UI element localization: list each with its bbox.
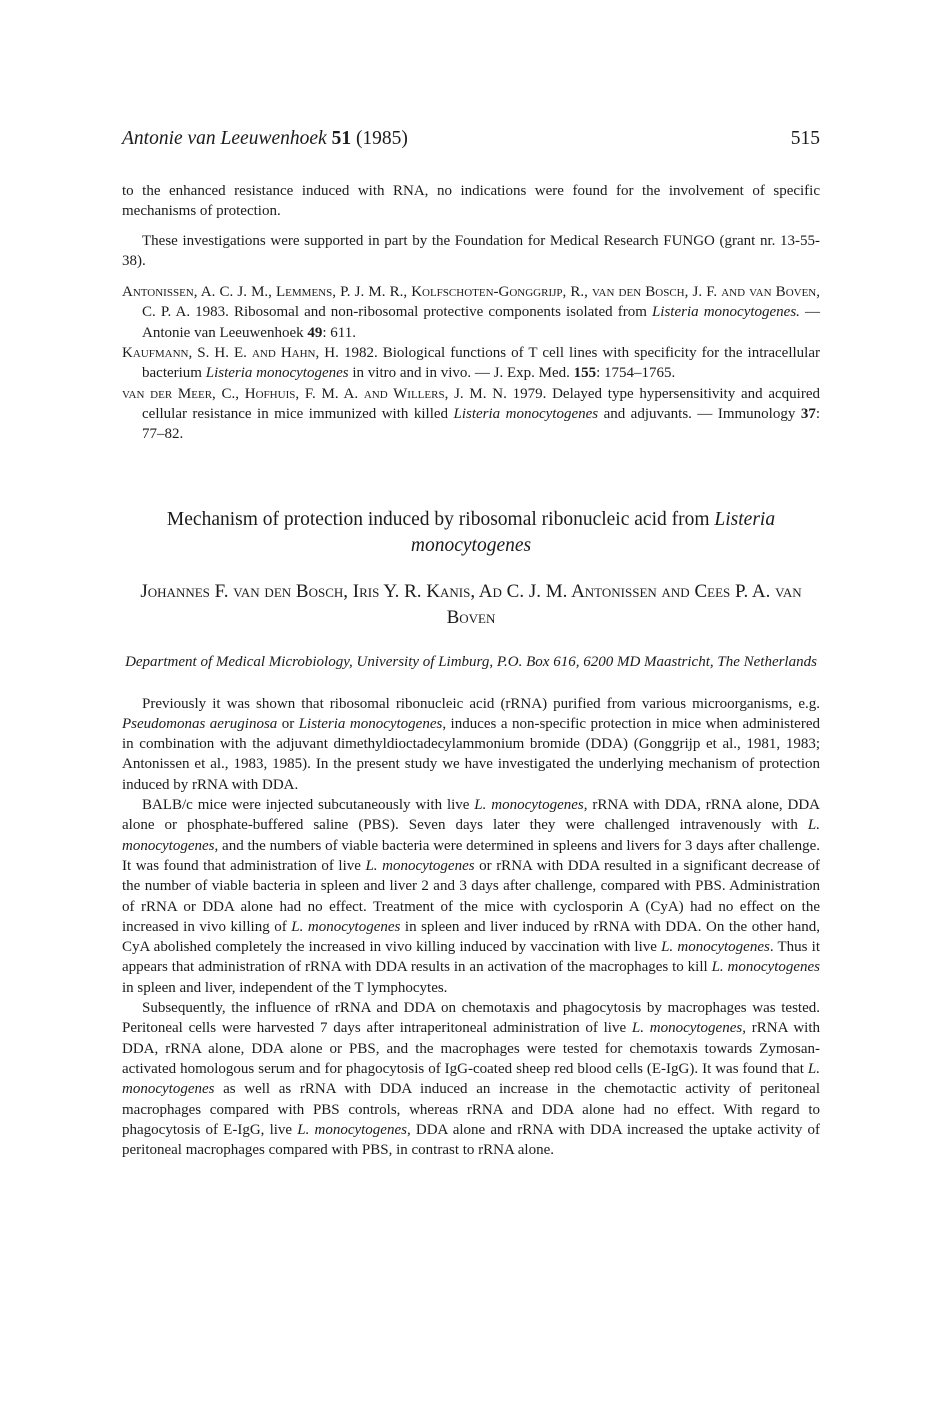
reference-pages: : 1754–1765. — [596, 365, 676, 382]
text-run: or — [277, 715, 299, 732]
reference-journal: — Immunology — [697, 405, 796, 422]
reference-title-end: in vitro and in vivo. — [352, 365, 472, 382]
reference-authors: Kaufmann, S. H. E. and Hahn, H. — [122, 345, 339, 362]
text-run: Previously it was shown that ribosomal ribonucleic acid (rRNA) purified from various microorganisms, e.g. — [142, 695, 820, 712]
reference-title: Ribosomal and non-ribosomal protective components isolated from — [234, 304, 647, 321]
reference-journal: — J. Exp. Med. — [474, 365, 570, 382]
reference-pages: : 77–82. — [142, 405, 820, 443]
reference-title: Delayed type hypersensitivity and acquired cellular resistance in mice immunized with killed — [142, 385, 820, 422]
text-run: or rRNA with DDA resulted in a significant decrease of the number of viable bacteria in spleen and liver 2 and 3 days after challenge, compared with PBS. Administration of rRNA or DDA alone had no effect. Treatment of the mice with cyclosporin A (CyA) had no effect on the increased in vivo killing of — [122, 857, 821, 935]
text-run: in spleen and liver, independent of the T lymphocytes. — [122, 979, 448, 996]
reference-year: 1983. — [195, 304, 229, 321]
reference-title-end: and adjuvants. — [603, 405, 692, 422]
reference-volume: 37 — [800, 405, 816, 422]
text-run: in spleen and liver induced by rRNA with DDA. On the other hand, CyA abolished completely the increased in vivo killing induced by vaccination with live — [122, 918, 820, 956]
reference-species: Listeria monocytogenes — [205, 365, 349, 382]
text-run: Subsequently, the influence of rRNA and DDA on chemotaxis and phagocytosis by macrophages was tested. Peritoneal cells were harvested 7 days after intraperitoneal administration of live — [122, 1000, 820, 1037]
article-title-species: Listeria monocytogenes — [410, 508, 776, 556]
reference-item — [122, 282, 820, 343]
article-authors: Johannes F. van den Bosch, Iris Y. R. Kanis, Ad C. J. M. Antonissen and Cees P. A. van Boven — [140, 580, 802, 628]
journal-name: Antonie van Leeuwenhoek — [122, 128, 327, 149]
journal-page — [122, 128, 820, 1160]
previous-article-continuation: to the enhanced resistance induced with RNA, no indications were found for the involvement of specific mechanisms of protection. — [122, 183, 820, 220]
body-paragraph — [122, 795, 820, 998]
species-name: L. monocytogenes — [291, 918, 401, 935]
text-run: , DDA alone and rRNA with DDA increased the uptake activity of peritoneal macrophages compared with PBS, in contrast to rRNA alone. — [122, 1121, 820, 1159]
reference-species: Listeria monocytogenes — [453, 405, 599, 422]
text-run: , induces a non-specific protection in mice when administered in combination with the adjuvant dimethyldioctadecylammonium bromide (DDA) (Gonggrijp et al., 1981, 1983; Antonissen et al., 1983, 1985). In the present study we have investigated the underlying mechanism of protection induced by rRNA with DDA. — [122, 715, 820, 793]
journal-volume: 51 — [331, 128, 352, 149]
running-header — [122, 128, 820, 154]
reference-list — [122, 282, 820, 444]
species-name: L. monocytogenes — [122, 817, 820, 854]
reference-authors: van der Meer, C., Hofhuis, F. M. A. and Willers, J. M. N. — [122, 385, 507, 402]
article-body — [122, 694, 820, 1161]
acknowledgement: These investigations were supported in part by the Foundation for Medical Research FUNGO (grant nr. 13-55-38). — [122, 232, 820, 269]
running-header-journal — [122, 128, 408, 150]
reference-authors: Antonissen, A. C. J. M., Lemmens, P. J. M. R., Kolfschoten-Gonggrijp, R., van den Bosch, J. F. and van Boven, C. P. A. — [122, 284, 820, 321]
article-title-main: Mechanism of protection induced by ribosomal ribonucleic acid from — [166, 508, 710, 530]
reference-journal: — Antonie van Leeuwenhoek — [142, 304, 821, 341]
species-name: L. monocytogenes — [297, 1121, 407, 1138]
reference-volume: 155 — [573, 365, 597, 382]
reference-title: Biological functions of T cell lines with specificity for the intracellular bacterium — [142, 345, 820, 382]
reference-pages: : 611. — [322, 324, 356, 341]
text-run: , rRNA with DDA, rRNA alone, DDA alone or phosphate-buffered saline (PBS). Seven days later they were challenged intravenously with — [122, 797, 820, 834]
species-name: L. monocytogenes — [711, 959, 821, 976]
text-run: , rRNA with DDA, rRNA alone, DDA alone or PBS, and the macrophages were tested for chemotaxis towards Zymosan-activated homologous serum and for phagocytosis of IgG-coated sheep red blood cells (E-IgG). It was found that — [122, 1020, 821, 1077]
species-name: L. monocytogenes — [122, 1060, 820, 1098]
species-name: Listeria monocytogenes — [298, 715, 443, 732]
species-name: L. monocytogenes — [661, 939, 770, 956]
reference-item — [122, 384, 820, 445]
reference-item — [122, 343, 820, 384]
reference-species: Listeria monocytogenes. — [651, 304, 800, 321]
reference-volume: 49 — [307, 324, 323, 341]
species-name: L. monocytogenes — [474, 797, 584, 814]
species-name: L. monocytogenes — [631, 1020, 743, 1037]
reference-year: 1982. — [343, 345, 378, 362]
body-paragraph — [122, 694, 820, 795]
journal-year: (1985) — [355, 128, 408, 149]
species-name: Pseudomonas aeruginosa — [122, 715, 278, 732]
species-name: L. monocytogenes — [365, 857, 475, 874]
text-run: , and the numbers of viable bacteria were determined in spleens and livers for 3 days after challenge. It was found that administration of live — [122, 837, 820, 874]
article-affiliation: Department of Medical Microbiology, University of Limburg, P.O. Box 616, 6200 MD Maastricht, The Netherlands — [125, 653, 817, 670]
reference-year: 1979. — [512, 385, 547, 402]
text-run: BALB/c mice were injected subcutaneously with live — [142, 797, 475, 814]
body-paragraph — [122, 998, 820, 1160]
text-run: as well as rRNA with DDA induced an increase in the chemotactic activity of peritoneal macrophages compared with PBS controls, whereas rRNA and DDA alone had no effect. With regard to phagocytosis of E-IgG, live — [122, 1081, 820, 1138]
text-run: . Thus it appears that administration of rRNA with DDA results in an activation of the macrophages to kill — [122, 939, 820, 976]
article-title — [122, 507, 820, 559]
page-number: 515 — [790, 128, 820, 149]
